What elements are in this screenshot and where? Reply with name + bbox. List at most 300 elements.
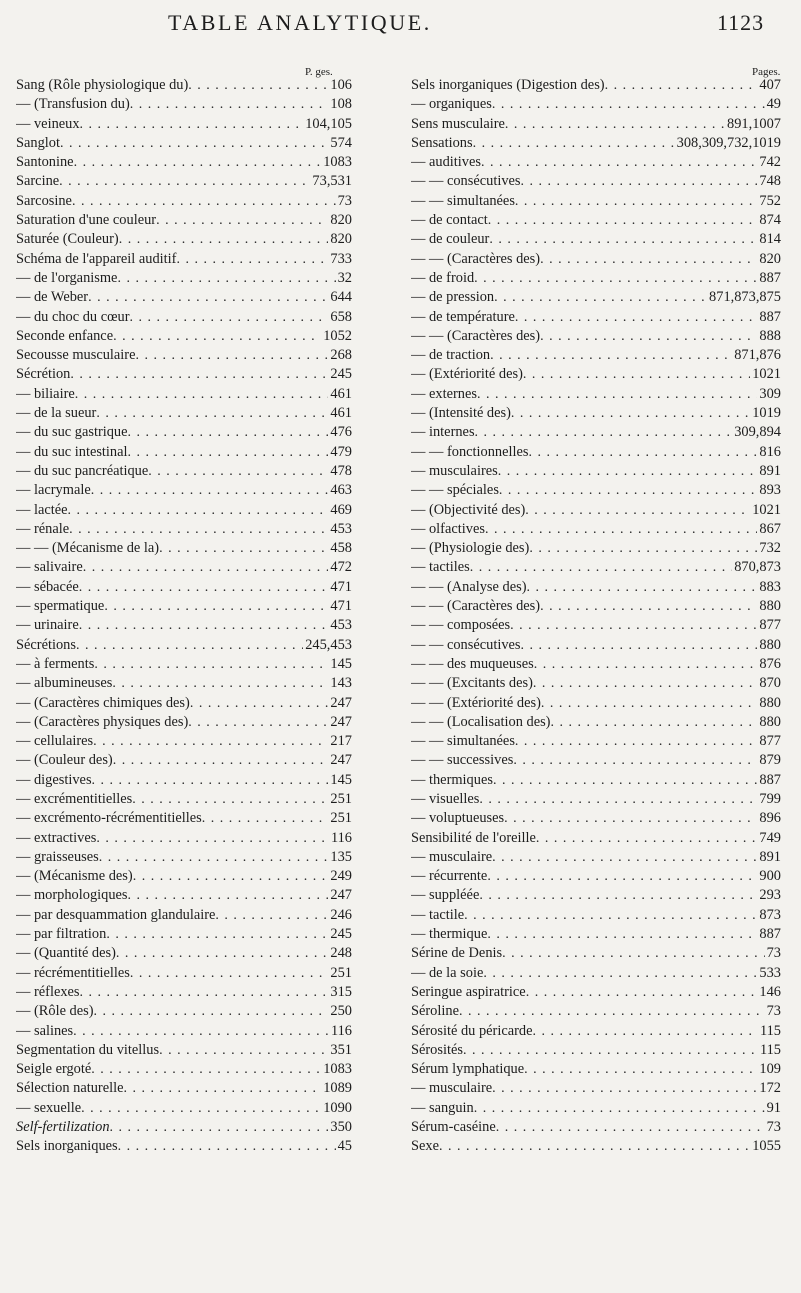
index-entry <box>411 365 781 384</box>
index-term: — — (Caractères des) <box>411 327 541 344</box>
index-entry <box>411 578 781 597</box>
index-page-ref: 251 <box>330 810 352 827</box>
index-page-ref: 246 <box>330 906 352 923</box>
dot-leader <box>515 308 758 327</box>
index-term: — (Mécanisme des) <box>16 868 133 885</box>
index-page-ref: 870 <box>759 675 781 692</box>
dot-leader <box>494 288 707 307</box>
index-page-ref: 733 <box>330 250 352 267</box>
index-page-ref: 893 <box>759 482 781 499</box>
index-entry <box>16 848 352 867</box>
index-entry <box>411 462 781 481</box>
dot-leader <box>459 1002 765 1021</box>
index-page-ref: 1083 <box>323 154 352 171</box>
index-entry <box>411 288 781 307</box>
index-term: — (Transfusion du) <box>16 96 130 113</box>
dot-leader <box>479 886 757 905</box>
dot-leader <box>533 674 758 693</box>
index-page-ref: 820 <box>330 212 352 229</box>
index-entry <box>411 771 781 790</box>
page-number: 1123 <box>717 10 765 35</box>
index-entry <box>411 886 781 905</box>
index-page-ref: 73 <box>766 1003 781 1020</box>
index-page-ref: 1052 <box>323 327 352 344</box>
index-entry <box>16 481 352 500</box>
dot-leader <box>92 771 329 790</box>
index-term: — olfactives <box>411 520 485 537</box>
index-entry <box>411 153 781 172</box>
dot-leader <box>523 365 750 384</box>
index-page-ref: 887 <box>759 269 781 286</box>
index-page-ref: 658 <box>330 308 352 325</box>
index-entry <box>16 327 352 346</box>
index-term: — veineux <box>16 115 80 132</box>
dot-leader <box>492 1079 757 1098</box>
index-term: — graisseuses <box>16 848 99 865</box>
index-entry <box>411 346 781 365</box>
index-page-ref: 476 <box>330 424 352 441</box>
index-page-ref: 742 <box>759 154 781 171</box>
index-page-ref: 115 <box>759 1022 781 1039</box>
index-term: — thermique <box>411 926 488 943</box>
dot-leader <box>79 578 329 597</box>
dot-leader <box>475 423 733 442</box>
index-page-ref: 104,105 <box>305 115 352 132</box>
index-entry <box>411 1002 781 1021</box>
index-page-ref: 315 <box>330 983 352 1000</box>
dot-leader <box>202 809 329 828</box>
index-term: — — consécutives <box>411 173 521 190</box>
dot-leader <box>96 404 328 423</box>
index-page-ref: 752 <box>759 192 781 209</box>
index-term: — récrémentitielles <box>16 964 130 981</box>
index-term: — musculaires <box>411 462 498 479</box>
index-entry <box>411 308 781 327</box>
index-entry <box>411 443 781 462</box>
index-term: — — simultanées <box>411 192 515 209</box>
index-term: — urinaire <box>16 617 79 634</box>
index-term: Sensations <box>411 134 473 151</box>
dot-leader <box>540 250 757 269</box>
index-page-ref: 533 <box>759 964 781 981</box>
index-term: — — (Extériorité des) <box>411 694 541 711</box>
index-term: — par desquammation glandulaire <box>16 906 216 923</box>
index-column-left <box>16 66 352 1157</box>
index-entry <box>411 1022 781 1041</box>
dot-leader <box>515 192 757 211</box>
index-entry <box>16 501 352 520</box>
index-term: — (Couleur des) <box>16 752 113 769</box>
index-entry <box>16 597 352 616</box>
dot-leader <box>485 520 757 539</box>
dot-leader <box>521 636 758 655</box>
index-term: Sexe <box>411 1138 439 1155</box>
index-page-ref: 1055 <box>752 1138 781 1155</box>
pages-column-label: P. ges. <box>305 66 333 78</box>
index-entry <box>411 172 781 191</box>
index-page-ref: 251 <box>330 790 352 807</box>
index-entry <box>16 1118 352 1137</box>
index-entry <box>411 983 781 1002</box>
index-term: — rénale <box>16 520 70 537</box>
index-entry <box>16 250 352 269</box>
dot-leader <box>529 539 757 558</box>
dot-leader <box>527 578 758 597</box>
index-page-ref: 91 <box>766 1099 781 1116</box>
index-page-ref: 268 <box>330 347 352 364</box>
index-entry <box>16 1137 352 1156</box>
index-entry <box>411 597 781 616</box>
index-page-ref: 1083 <box>323 1061 352 1078</box>
index-term: — réflexes <box>16 983 80 1000</box>
index-entry <box>16 944 352 963</box>
index-term: Sélection naturelle <box>16 1080 124 1097</box>
dot-leader <box>529 443 758 462</box>
index-entry <box>16 886 352 905</box>
index-term: — — (Analyse des) <box>411 578 527 595</box>
dot-leader <box>128 423 329 442</box>
dot-leader <box>492 95 765 114</box>
index-page-ref: 814 <box>759 231 781 248</box>
dot-leader <box>132 790 328 809</box>
dot-leader <box>526 983 758 1002</box>
index-entry <box>411 404 781 423</box>
index-entry <box>16 346 352 365</box>
index-term: — auditives <box>411 154 481 171</box>
dot-leader <box>79 616 329 635</box>
index-term: — lacrymale <box>16 482 91 499</box>
index-entry <box>16 867 352 886</box>
index-entry <box>411 964 781 983</box>
index-page-ref: 45 <box>337 1138 352 1155</box>
dot-leader <box>148 462 328 481</box>
index-entry <box>16 732 352 751</box>
index-page-ref: 888 <box>759 327 781 344</box>
index-entry <box>16 1060 352 1079</box>
index-page-ref: 73 <box>766 1119 781 1136</box>
index-page-ref: 250 <box>330 1003 352 1020</box>
page-title: TABLE ANALYTIQUE. <box>168 10 432 35</box>
index-term: — de température <box>411 308 515 325</box>
index-term: — — spéciales <box>411 482 499 499</box>
index-term: — — consécutives <box>411 636 521 653</box>
index-term: Saturation d'une couleur <box>16 212 157 229</box>
index-page-ref: 644 <box>330 289 352 306</box>
dot-leader <box>489 230 757 249</box>
index-entry <box>411 867 781 886</box>
index-term: — (Quantité des) <box>16 945 116 962</box>
index-entry <box>411 694 781 713</box>
index-entry <box>411 944 781 963</box>
dot-leader <box>479 790 757 809</box>
index-page-ref: 458 <box>330 540 352 557</box>
index-term: — sanguin <box>411 1099 474 1116</box>
dot-leader <box>113 327 321 346</box>
dot-leader <box>75 385 329 404</box>
index-page-ref: 49 <box>766 96 781 113</box>
index-term: Seringue aspiratrice <box>411 983 526 1000</box>
index-page-ref: 732 <box>759 540 781 557</box>
index-page-ref: 891 <box>759 848 781 865</box>
index-entry <box>16 578 352 597</box>
index-entry <box>16 1002 352 1021</box>
index-term: — musculaire <box>411 1080 493 1097</box>
index-term: Sécrétions <box>16 636 76 653</box>
index-term: — — (Localisation des) <box>411 713 551 730</box>
index-page-ref: 453 <box>330 617 352 634</box>
index-entry <box>411 713 781 732</box>
index-term: Sels inorganiques <box>16 1138 118 1155</box>
dot-leader <box>91 481 329 500</box>
dot-leader <box>215 906 328 925</box>
index-page-ref: 116 <box>330 829 352 846</box>
index-entry <box>411 134 781 153</box>
dot-leader <box>59 172 310 191</box>
index-term: — (Caractères chimiques des) <box>16 694 190 711</box>
index-entry <box>16 713 352 732</box>
index-page-ref: 249 <box>330 868 352 885</box>
index-page-ref: 799 <box>759 790 781 807</box>
index-page-ref: 880 <box>759 694 781 711</box>
index-term: — musculaire <box>411 848 493 865</box>
index-term: — tactile <box>411 906 465 923</box>
index-page-ref: 309,894 <box>734 424 781 441</box>
index-term: — (Physiologie des) <box>411 540 530 557</box>
dot-leader <box>130 964 329 983</box>
dot-leader <box>511 404 750 423</box>
index-term: Sérine de Denis <box>411 945 503 962</box>
index-entry <box>411 1079 781 1098</box>
index-entry <box>16 790 352 809</box>
index-term: Sérosité du péricarde <box>411 1022 533 1039</box>
index-entry <box>16 404 352 423</box>
index-page-ref: 873 <box>759 906 781 923</box>
index-term: — à ferments <box>16 655 95 672</box>
index-entry <box>411 1099 781 1118</box>
index-term: — (Intensité des) <box>411 405 511 422</box>
index-term: Sérosités <box>411 1041 463 1058</box>
index-entry <box>16 443 352 462</box>
index-term: — de couleur <box>411 231 490 248</box>
index-entry <box>411 269 781 288</box>
index-term: — biliaire <box>16 385 75 402</box>
dot-leader <box>159 1041 328 1060</box>
index-page-ref: 109 <box>759 1061 781 1078</box>
index-entry <box>16 983 352 1002</box>
index-entry <box>411 558 781 577</box>
dot-leader <box>532 1022 757 1041</box>
dot-leader <box>515 732 757 751</box>
index-term: — de pression <box>411 289 495 306</box>
index-entry <box>16 829 352 848</box>
index-entry <box>16 925 352 944</box>
dot-leader <box>91 1060 321 1079</box>
dot-leader <box>492 848 757 867</box>
dot-leader <box>72 192 336 211</box>
index-term: — morphologiques <box>16 887 128 904</box>
index-term: — — simultanées <box>411 733 515 750</box>
index-page-ref: 887 <box>759 771 781 788</box>
index-term: — organiques <box>411 96 492 113</box>
index-term: Sécrétion <box>16 366 71 383</box>
index-page-ref: 880 <box>759 636 781 653</box>
index-page-ref: 172 <box>759 1080 781 1097</box>
index-page-ref: 896 <box>759 810 781 827</box>
index-page-ref: 471 <box>330 578 352 595</box>
dot-leader <box>119 230 329 249</box>
index-term: Sanglot <box>16 134 60 151</box>
index-page-ref: 1021 <box>752 501 781 518</box>
index-term: Sarcosine <box>16 192 72 209</box>
index-term: — lactée <box>16 501 68 518</box>
index-term: Seigle ergoté <box>16 1061 92 1078</box>
index-page-ref: 309 <box>759 385 781 402</box>
index-page-ref: 247 <box>330 694 352 711</box>
index-page-ref: 1021 <box>752 366 781 383</box>
dot-leader <box>524 1060 757 1079</box>
index-term: — — composées <box>411 617 511 634</box>
dot-leader <box>76 636 303 655</box>
index-entry <box>16 134 352 153</box>
dot-leader <box>499 481 757 500</box>
index-page-ref: 106 <box>330 77 352 93</box>
index-page-ref: 351 <box>330 1041 352 1058</box>
dot-leader <box>176 250 328 269</box>
dot-leader <box>159 539 328 558</box>
index-term: — (Rôle des) <box>16 1003 94 1020</box>
index-entry <box>411 925 781 944</box>
dot-leader <box>112 674 328 693</box>
index-page-ref: 478 <box>330 462 352 479</box>
dot-leader <box>439 1137 750 1156</box>
index-column-right <box>411 66 781 1157</box>
index-entry <box>411 115 781 134</box>
index-entry <box>16 616 352 635</box>
dot-leader <box>477 385 757 404</box>
index-page-ref: 461 <box>330 405 352 422</box>
index-term: — (Extériorité des) <box>411 366 523 383</box>
index-page-ref: 900 <box>759 868 781 885</box>
index-term: — de la soie <box>411 964 484 981</box>
index-entry <box>411 385 781 404</box>
index-term: Sens musculaire <box>411 115 505 132</box>
index-entry <box>411 327 781 346</box>
index-term: — tactiles <box>411 559 470 576</box>
dot-leader <box>487 925 757 944</box>
index-page-ref: 73 <box>337 192 352 209</box>
index-term: — — (Mécanisme de la) <box>16 540 160 557</box>
dot-leader <box>464 906 757 925</box>
dot-leader <box>496 1118 765 1137</box>
index-entry <box>411 1137 781 1156</box>
index-page-ref: 146 <box>759 983 781 1000</box>
index-entry <box>411 520 781 539</box>
dot-leader <box>541 694 758 713</box>
dot-leader <box>513 751 757 770</box>
dot-leader <box>540 327 757 346</box>
index-page-ref: 879 <box>759 752 781 769</box>
index-entry <box>16 230 352 249</box>
index-term: — (Objectivité des) <box>411 501 526 518</box>
index-page-ref: 749 <box>759 829 781 846</box>
pages-column-label: Pages. <box>752 66 781 78</box>
index-entry <box>411 790 781 809</box>
index-term: — de Weber <box>16 289 89 306</box>
index-term: Self-fertilization <box>16 1119 110 1136</box>
dot-leader <box>463 1041 758 1060</box>
index-page-ref: 876 <box>759 655 781 672</box>
index-term: — du suc gastrique <box>16 424 128 441</box>
dot-leader <box>80 983 329 1002</box>
index-term: — de traction <box>411 347 491 364</box>
index-page-ref: 891,1007 <box>727 115 781 132</box>
index-term: Sang (Rôle physiologique du) <box>16 77 189 93</box>
dot-leader <box>521 172 758 191</box>
index-page-ref: 877 <box>759 733 781 750</box>
index-page-ref: 247 <box>330 713 352 730</box>
index-term: — de froid <box>411 269 475 286</box>
index-entry <box>16 674 352 693</box>
dot-leader <box>474 1099 765 1118</box>
index-page-ref: 116 <box>330 1022 352 1039</box>
index-page-ref: 867 <box>759 520 781 537</box>
index-term: — cellulaires <box>16 733 94 750</box>
index-term: Santonine <box>16 154 74 171</box>
index-page-ref: 820 <box>330 231 352 248</box>
dot-leader <box>473 134 675 153</box>
dot-leader <box>116 944 329 963</box>
index-term: Saturée (Couleur) <box>16 231 119 248</box>
index-entry <box>411 230 781 249</box>
index-entry <box>16 288 352 307</box>
dot-leader <box>133 867 329 886</box>
index-page-ref: 108 <box>330 96 352 113</box>
dot-leader <box>190 694 329 713</box>
index-term: Schéma de l'appareil auditif <box>16 250 177 267</box>
index-page-ref: 1019 <box>752 405 781 422</box>
index-page-ref: 463 <box>330 482 352 499</box>
index-term: — suppléée <box>411 887 480 904</box>
dot-leader <box>117 269 335 288</box>
index-term: — de la sueur <box>16 405 97 422</box>
index-page-ref: 217 <box>330 733 352 750</box>
index-entry <box>16 76 352 95</box>
index-entry <box>411 501 781 520</box>
index-page-ref: 245,453 <box>305 636 352 653</box>
index-term: Sensibilité de l'oreille <box>411 829 536 846</box>
index-page-ref: 574 <box>330 134 352 151</box>
index-entry <box>16 539 352 558</box>
index-term: — salines <box>16 1022 74 1039</box>
index-page-ref: 350 <box>330 1119 352 1136</box>
index-entry <box>411 1041 781 1060</box>
dot-leader <box>156 211 328 230</box>
index-entry <box>411 76 781 95</box>
index-entry <box>16 558 352 577</box>
index-page-ref: 748 <box>759 173 781 190</box>
dot-leader <box>70 365 328 384</box>
dot-leader <box>118 1137 336 1156</box>
index-term: Secousse musculaire <box>16 347 136 364</box>
index-entry <box>16 462 352 481</box>
index-page-ref: 887 <box>759 308 781 325</box>
index-entry <box>411 906 781 925</box>
index-entry <box>16 1079 352 1098</box>
index-entry <box>411 1118 781 1137</box>
dot-leader <box>525 501 750 520</box>
index-term: — albumineuses <box>16 675 113 692</box>
index-page-ref: 871,873,875 <box>709 289 781 306</box>
